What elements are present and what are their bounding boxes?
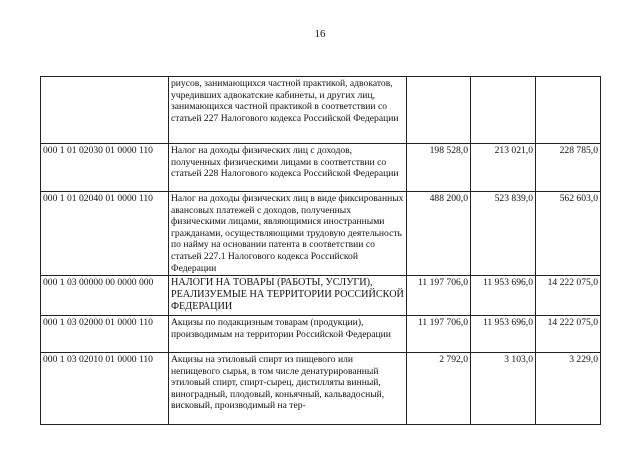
amount-cell-year-3 <box>536 77 601 144</box>
revenue-name-cell: Акцизы по подакцизным товарам (продукции), производимым на территории Российской Федерации <box>169 316 407 353</box>
amount-cell-year-1: 198 528,0 <box>407 144 471 192</box>
amount-cell-year-3: 3 229,0 <box>536 353 601 425</box>
amount-cell-year-2: 3 103,0 <box>471 353 536 425</box>
amount-cell-year-3: 14 222 075,0 <box>536 276 601 316</box>
revenue-name-cell: Акцизы на этиловый спирт из пищевого или непищевого сырья, в том числе денатурированный этиловый спирт, спирт-сырец, дистилляты винный, виноградный, плодовый, коньячный, кальвадосный, висковый, производимый на тер- <box>169 353 407 425</box>
revenue-name-cell: Налог на доходы физических лиц с доходов, полученных физическими лицами в соответствии со статьей 228 Налогового кодекса Российской Федерации <box>169 144 407 192</box>
table-row <box>41 316 601 353</box>
table-row <box>41 144 601 192</box>
revenue-code-cell: 000 1 03 02000 01 0000 110 <box>41 316 169 353</box>
amount-cell-year-1: 11 197 706,0 <box>407 316 471 353</box>
revenue-code-cell: 000 1 01 02040 01 0000 110 <box>41 192 169 276</box>
revenue-name-cell: риусов, занимающихся частной практикой, адвокатов, учредивших адвокатские кабинеты, и других лиц, занимающихся частной практикой в соответствии со статьей 227 Налогового кодекса Российской Федерации <box>169 77 407 144</box>
table-row <box>41 276 601 316</box>
revenue-code-cell: 000 1 03 02010 01 0000 110 <box>41 353 169 425</box>
amount-cell-year-3: 228 785,0 <box>536 144 601 192</box>
amount-cell-year-1 <box>407 77 471 144</box>
amount-cell-year-2: 523 839,0 <box>471 192 536 276</box>
table-row <box>41 353 601 425</box>
amount-cell-year-2: 213 021,0 <box>471 144 536 192</box>
revenue-name-cell: Налог на доходы физических лиц в виде фиксированных авансовых платежей с доходов, полученных физическими лицами, являющимися иностранными гражданами, осуществляющими трудовую деятельность по найму на основании патента в соответствии со статьей 227.1 Налогового кодекса Российской Федерации <box>169 192 407 276</box>
revenue-code-cell <box>41 77 169 144</box>
revenue-code-cell: 000 1 01 02030 01 0000 110 <box>41 144 169 192</box>
amount-cell-year-1: 11 197 706,0 <box>407 276 471 316</box>
amount-cell-year-3: 562 603,0 <box>536 192 601 276</box>
revenue-code-cell: 000 1 03 00000 00 0000 000 <box>41 276 169 316</box>
table-row <box>41 77 601 144</box>
table-row <box>41 192 601 276</box>
budget-revenue-table <box>40 76 601 425</box>
page-number: 16 <box>314 28 326 40</box>
amount-cell-year-1: 2 792,0 <box>407 353 471 425</box>
amount-cell-year-3: 14 222 075,0 <box>536 316 601 353</box>
revenue-name-cell: НАЛОГИ НА ТОВАРЫ (РАБОТЫ, УСЛУГИ), РЕАЛИЗУЕМЫЕ НА ТЕРРИТОРИИ РОССИЙСКОЙ ФЕДЕРАЦИИ <box>169 276 407 316</box>
amount-cell-year-2: 11 953 696,0 <box>471 316 536 353</box>
amount-cell-year-2 <box>471 77 536 144</box>
amount-cell-year-1: 488 200,0 <box>407 192 471 276</box>
amount-cell-year-2: 11 953 696,0 <box>471 276 536 316</box>
